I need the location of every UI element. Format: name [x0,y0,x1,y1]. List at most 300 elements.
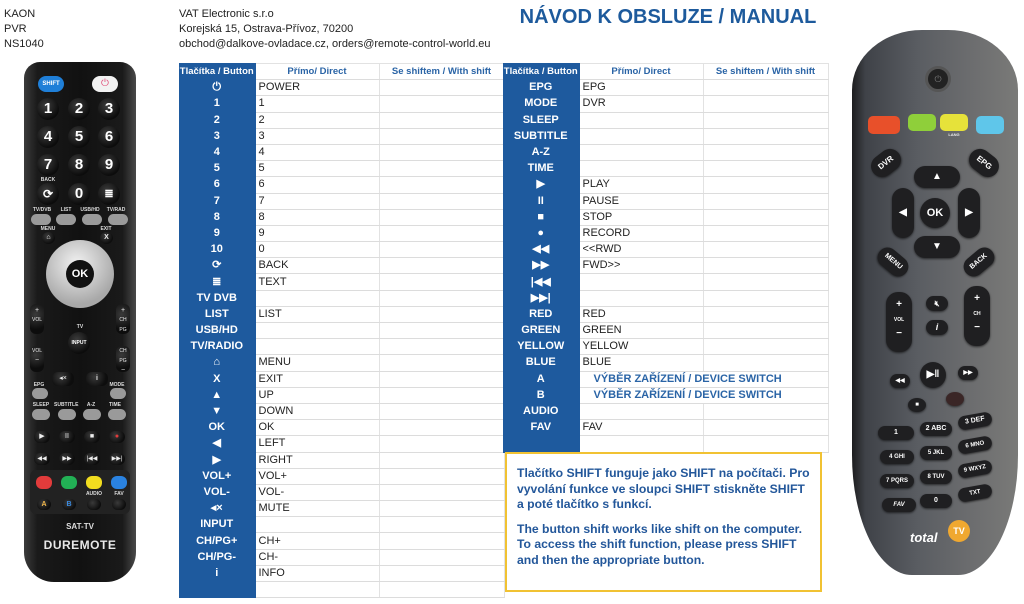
shift-cell [379,225,504,241]
green-key [908,114,936,131]
table-row [503,387,828,403]
shift-cell [703,420,828,436]
table-row [179,128,504,144]
sleep-label: SLEEP [32,402,50,408]
table-row [503,339,828,355]
table-row [179,225,504,241]
key-4: 4 GHI [880,450,914,464]
ch-down-button: CH PG − [116,346,130,372]
shift-cell [379,533,504,549]
txt-key: TXT [957,483,993,503]
digit-1: 1 [37,98,59,120]
table-row [503,420,828,436]
shift-cell [379,112,504,128]
button-cell: TIME [503,161,579,177]
shift-cell [379,339,504,355]
direct-cell [579,128,703,144]
skip-back-icon: |◀◀ [84,453,100,465]
digit-9: 9 [98,154,120,176]
button-cell: A-Z [503,144,579,160]
shift-cell [703,403,828,419]
tv-logo-badge: TV [948,520,970,542]
direct-cell: PAUSE [579,193,703,209]
shift-cell [379,452,504,468]
home-icon: ⌂ [179,355,255,371]
back-icon: ⟳ [37,183,59,205]
table-row [503,80,828,96]
skip-forward-icon: ▶▶| [503,290,579,306]
button-cell: RED [503,306,579,322]
record-icon [946,392,964,406]
direct-cell [255,290,379,306]
shift-cell [703,161,828,177]
shift-cell [379,468,504,484]
table-row [503,323,828,339]
tv-label: TV [76,324,84,330]
direct-cell: POWER [255,80,379,96]
power-icon: ⏻ [92,76,118,92]
table-row [179,242,504,258]
direct-cell: TEXT [255,274,379,290]
table-row [179,565,504,581]
mode-label: MODE [109,382,125,388]
shift-cell [379,242,504,258]
record-icon: ● [503,225,579,241]
red-key [868,116,900,134]
arrow-down-icon: ▼ [914,236,960,258]
shift-cell [379,323,504,339]
table-row [179,323,504,339]
direct-cell: 0 [255,242,379,258]
shift-cell [703,80,828,96]
home-icon: ⌂ [42,232,55,244]
table-row [503,290,828,306]
mute-icon: ◂× [179,501,255,517]
device-brand: KAON [4,8,36,20]
button-cell: B [503,387,579,403]
a-key: A [37,499,51,510]
shift-cell [379,549,504,565]
button-cell: 9 [179,225,255,241]
input-button: INPUT [68,332,90,354]
shift-cell [379,403,504,419]
text-icon: ≣ [98,183,120,205]
shift-cell [379,420,504,436]
direct-cell: FAV [579,420,703,436]
exit-icon: X [100,232,113,244]
key-6: 6 MNO [957,435,993,455]
shift-cell [379,565,504,581]
total-logo-text: total [910,530,938,545]
table-row [179,193,504,209]
key-1: 1 [878,426,914,440]
table-row [503,242,828,258]
direct-cell: RECORD [579,225,703,241]
usbhd-label: USB/HD [80,207,100,213]
yellow-key [940,114,968,131]
shift-cell [703,274,828,290]
table-row [179,209,504,225]
audio-key [87,499,101,510]
shift-cell [379,436,504,452]
exit-label: EXIT [100,226,112,232]
direct-cell: PLAY [579,177,703,193]
button-cell: VOL- [179,484,255,500]
button-cell: FAV [503,420,579,436]
shift-cell [703,144,828,160]
digit-0: 0 [68,183,90,205]
shift-cell [379,306,504,322]
shift-cell [703,290,828,306]
table-header-row [503,64,828,80]
pause-icon: II [59,431,75,443]
button-cell: 3 [179,128,255,144]
table-row [503,225,828,241]
epg-button: EPG [965,144,1004,181]
direct-cell: EPG [579,80,703,96]
button-cell: 4 [179,144,255,160]
shift-cell [379,355,504,371]
direct-cell: LIST [255,306,379,322]
shift-cell [379,161,504,177]
arrow-right-icon: ▶ [958,188,980,238]
table-row [503,209,828,225]
direct-cell: 2 [255,112,379,128]
button-cell: CH/PG- [179,549,255,565]
fast-forward-icon: ▶▶ [958,366,978,380]
shift-cell [379,290,504,306]
rewind-icon: ◀◀ [503,242,579,258]
button-cell: 7 [179,193,255,209]
back-icon: ⟳ [179,258,255,274]
tvrad-label: TV/RAD [106,207,126,213]
fav-label: FAV [114,491,124,497]
shift-cell [379,484,504,500]
mute-icon: ◂× [52,372,74,386]
direct-cell: 7 [255,193,379,209]
table-row [179,258,504,274]
power-icon: ⏻ [179,80,255,96]
table-row [179,80,504,96]
blue-key [111,476,127,489]
button-cell: SLEEP [503,112,579,128]
direct-cell [579,112,703,128]
key-5: 5 JKL [920,446,952,460]
device-info [4,7,44,52]
menu-label: MENU [40,226,56,232]
direct-cell: BACK [255,258,379,274]
arrow-left-icon: ◀ [179,436,255,452]
time-button [108,409,126,420]
table-row [503,274,828,290]
direct-cell: MUTE [255,501,379,517]
direct-cell: 3 [255,128,379,144]
direct-cell: VÝBĚR ZAŘÍZENÍ / DEVICE SWITCH [579,371,828,387]
sleep-button [32,409,50,420]
direct-cell [255,582,379,598]
button-cell: SUBTITLE [503,128,579,144]
direct-cell: DOWN [255,403,379,419]
fav-key: FAV [882,498,916,512]
audio-label: AUDIO [85,491,103,497]
direct-cell [255,323,379,339]
button-cell: TV/RADIO [179,339,255,355]
direct-cell [255,517,379,533]
arrow-up-icon: ▲ [179,387,255,403]
fav-key [112,499,126,510]
skip-forward-icon: ▶▶| [109,453,125,465]
epg-label: EPG [33,382,45,388]
arrow-down-icon: ▼ [179,403,255,419]
tvdvb-button [31,214,51,225]
key-7: 7 PQRS [880,474,914,488]
yellow-key [86,476,102,489]
tvdvb-label: TV/DVB [32,207,52,213]
device-type: PVR [4,23,27,35]
direct-cell: OK [255,420,379,436]
shift-cell [379,209,504,225]
direct-cell [579,274,703,290]
button-cell: 10 [179,242,255,258]
direct-cell [579,290,703,306]
table-row [179,533,504,549]
key-2: 2 ABC [920,422,952,436]
blue-key [976,116,1004,134]
button-cell [503,436,579,452]
button-cell: USB/HD [179,323,255,339]
direct-cell: GREEN [579,323,703,339]
direct-cell: UP [255,387,379,403]
direct-cell: VÝBĚR ZAŘÍZENÍ / DEVICE SWITCH [579,387,828,403]
table-row [179,290,504,306]
fast-forward-icon: ▶▶ [503,258,579,274]
button-cell: 1 [179,96,255,112]
key-0: 0 [920,494,952,508]
dvr-button: DVR [867,144,906,181]
button-cell: 5 [179,161,255,177]
back-label: BACK [40,177,56,183]
shift-cell [379,501,504,517]
vol-rocker: + VOL − [886,292,912,352]
direct-cell: 1 [255,96,379,112]
button-cell: GREEN [503,323,579,339]
table-row [503,161,828,177]
az-label: A-Z [86,402,96,408]
dpad [46,240,114,308]
right-remote-image [852,30,1018,575]
tvrad-button [108,214,128,225]
shift-cell [703,209,828,225]
direct-cell: RIGHT [255,452,379,468]
table-row [179,339,504,355]
usbhd-button [82,214,102,225]
digit-7: 7 [37,154,59,176]
model-label: SAT-TV [66,522,94,531]
rewind-icon: ◀◀ [890,374,910,388]
direct-cell: 5 [255,161,379,177]
shift-note-en: The button shift works like shift on the computer. To access the shift function, please press SHIFT and then the appropriate button. [517,521,803,567]
table-row [179,144,504,160]
table-row [503,96,828,112]
header-shift: Se shiftem / With shift [379,64,504,80]
shift-cell [379,193,504,209]
subtitle-label: SUBTITLE [54,402,79,408]
table-row [179,112,504,128]
shift-cell [703,96,828,112]
left-remote-image [24,62,136,582]
shift-cell [379,387,504,403]
table-row [503,128,828,144]
button-cell: A [503,371,579,387]
digit-2: 2 [68,98,90,120]
skip-back-icon: |◀◀ [503,274,579,290]
red-key [36,476,52,489]
button-cell: YELLOW [503,339,579,355]
shift-cell [379,177,504,193]
shift-cell [379,274,504,290]
direct-cell: 8 [255,209,379,225]
rewind-icon: ◀◀ [34,453,50,465]
direct-cell: BLUE [579,355,703,371]
table-row [503,112,828,128]
digit-6: 6 [98,126,120,148]
button-cell [179,582,255,598]
shift-cell [379,371,504,387]
stop-icon: ■ [908,398,926,412]
table-row [179,371,504,387]
info-icon: i [179,565,255,581]
epg-button [32,388,48,399]
direct-cell [579,436,703,452]
shift-cell [379,144,504,160]
list-label: LIST [60,207,72,213]
direct-cell [579,403,703,419]
az-button [83,409,101,420]
table-row [503,258,828,274]
shift-cell [703,306,828,322]
arrow-left-icon: ◀ [892,188,914,238]
direct-cell: LEFT [255,436,379,452]
digit-4: 4 [37,126,59,148]
ch-rocker: + CH − [964,286,990,346]
table-row [179,355,504,371]
header-shift: Se shiftem / With shift [703,64,828,80]
right-mapping-table [503,63,829,453]
table-row [179,436,504,452]
digit-8: 8 [68,154,90,176]
subtitle-button [58,409,76,420]
table-header-row [179,64,504,80]
list-button [56,214,76,225]
shift-cell [379,517,504,533]
table-row [179,517,504,533]
play-icon: ▶ [503,177,579,193]
shift-cell [703,436,828,452]
ch-up-button: + CH PG [116,304,130,334]
table-row [503,371,828,387]
shift-cell [703,112,828,128]
direct-cell: INFO [255,565,379,581]
shift-cell [379,258,504,274]
header-direct: Přímo/ Direct [255,64,379,80]
vol-down-button: VOL − [30,346,44,372]
button-cell: MODE [503,96,579,112]
fast-forward-icon: ▶▶ [59,453,75,465]
direct-cell: CH- [255,549,379,565]
table-row [179,387,504,403]
key-9: 9 WXYZ [957,459,993,479]
table-row [179,452,504,468]
shift-cell [703,177,828,193]
table-row [179,306,504,322]
b-key: B [62,499,76,510]
direct-cell [255,339,379,355]
play-icon: ▶ [34,431,50,443]
direct-cell: VOL+ [255,468,379,484]
table-row [179,484,504,500]
shift-cell [379,96,504,112]
table-row [179,177,504,193]
company-emails: obchod@dalkove-ovladace.cz, orders@remote-control-world.eu [179,38,491,50]
header-direct: Přímo/ Direct [579,64,703,80]
shift-cell [379,582,504,598]
button-cell: CH/PG+ [179,533,255,549]
power-icon: ⏻ [925,66,951,92]
table-row [179,582,504,598]
company-address: Korejská 15, Ostrava-Přívoz, 70200 [179,23,354,35]
direct-cell: DVR [579,96,703,112]
button-cell: 6 [179,177,255,193]
direct-cell: <<RWD [579,242,703,258]
shift-cell [379,80,504,96]
shift-cell [703,128,828,144]
ok-button: OK [920,198,950,228]
button-cell: OK [179,420,255,436]
shift-cell [703,323,828,339]
menu-button: MENU [874,243,913,280]
button-cell: INPUT [179,517,255,533]
table-row [179,468,504,484]
arrow-right-icon: ▶ [179,452,255,468]
direct-cell: MENU [255,355,379,371]
table-row [179,96,504,112]
direct-cell: YELLOW [579,339,703,355]
button-cell: BLUE [503,355,579,371]
shift-cell [703,193,828,209]
table-row [179,420,504,436]
vol-up-button: + VOL [30,304,44,334]
button-cell: X [179,371,255,387]
table-row [503,306,828,322]
button-cell: VOL+ [179,468,255,484]
shift-cell [379,128,504,144]
table-row [179,274,504,290]
mode-button [110,388,126,399]
table-row [503,403,828,419]
direct-cell [579,161,703,177]
left-mapping-table [179,63,505,598]
button-cell: AUDIO [503,403,579,419]
page-title: NÁVOD K OBSLUZE / MANUAL [519,6,817,28]
table-row [503,193,828,209]
ok-button: OK [66,260,94,288]
button-cell: 8 [179,209,255,225]
info-button: i [926,320,948,335]
table-row [179,403,504,419]
shift-cell [703,355,828,371]
header-button: Tlačítka / Button [179,64,255,80]
company-info [179,7,491,52]
